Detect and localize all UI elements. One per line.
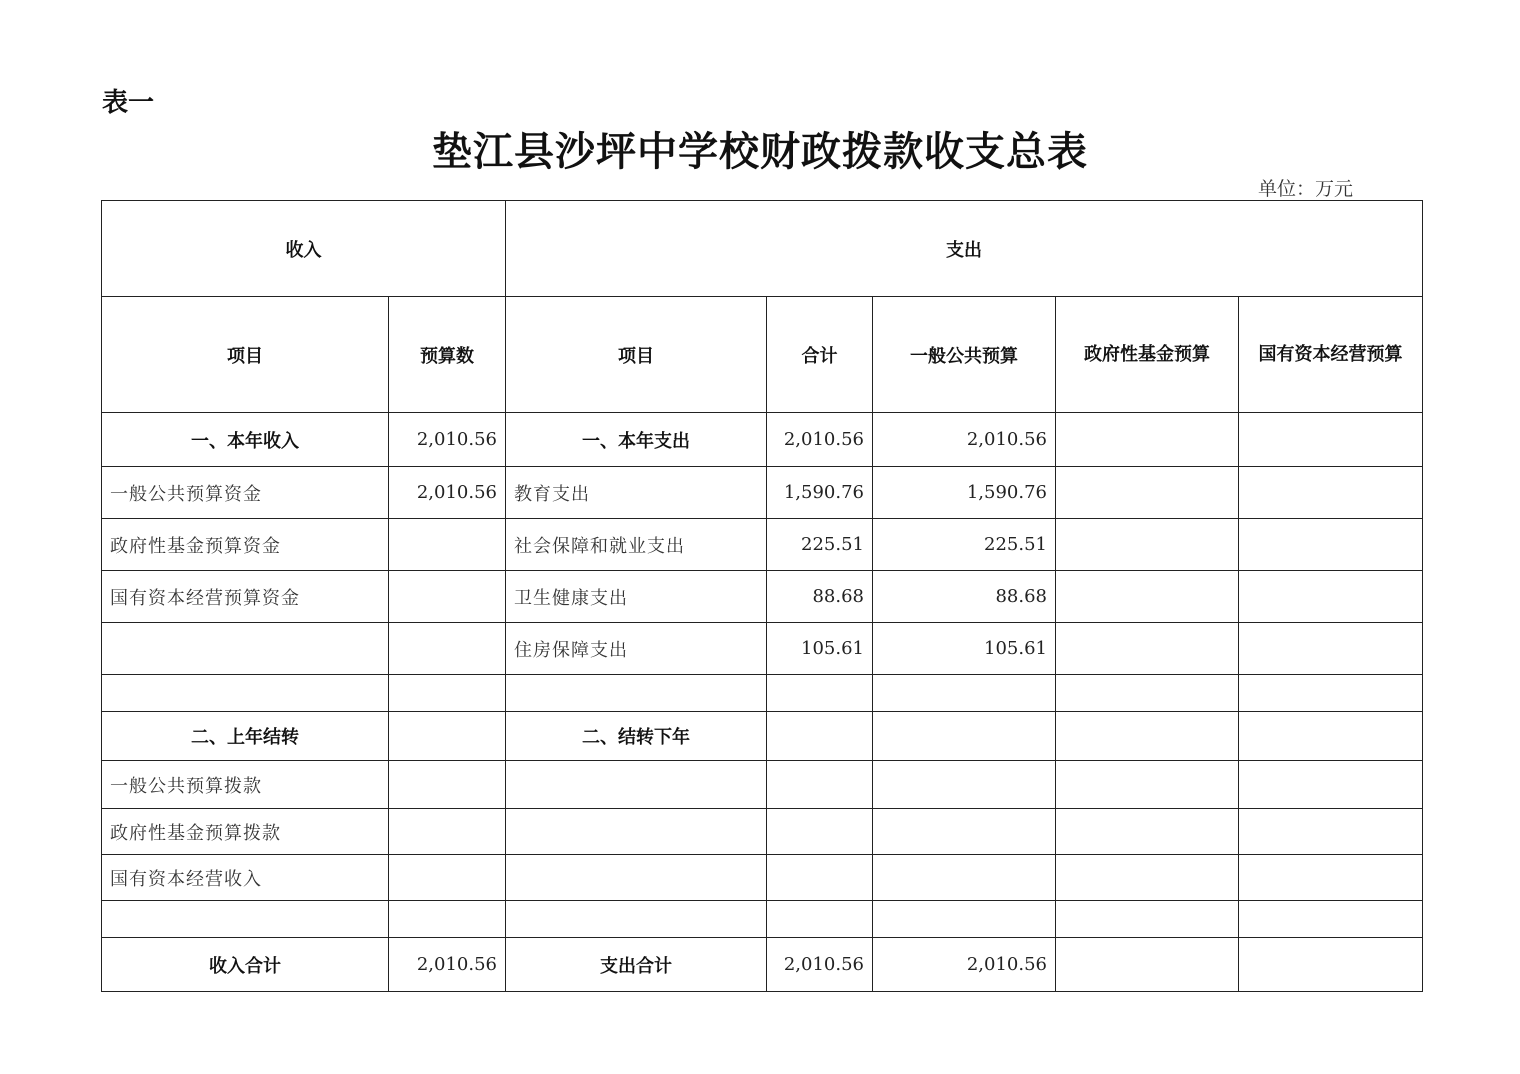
cell-total [767,675,873,712]
cell-state-capital-budget [1239,761,1423,809]
cell-total: 2,010.56 [767,938,873,992]
cell-gov-fund-budget [1056,809,1239,855]
cell-expense-item: 支出合计 [506,938,767,992]
cell-expense-item: 卫生健康支出 [506,571,767,623]
cell-state-capital-budget [1239,571,1423,623]
cell-state-capital-budget [1239,467,1423,519]
header-income-item: 项目 [102,297,389,413]
cell-general-budget: 2,010.56 [873,938,1056,992]
cell-income-item: 收入合计 [102,938,389,992]
cell-gov-fund-budget [1056,901,1239,938]
header-expense-item: 项目 [506,297,767,413]
cell-income-amount [389,901,506,938]
cell-expense-item [506,675,767,712]
header-general-budget: 一般公共预算 [873,297,1056,413]
cell-income-amount [389,761,506,809]
cell-total: 225.51 [767,519,873,571]
cell-state-capital-budget [1239,623,1423,675]
cell-income-amount [389,712,506,761]
cell-general-budget [873,761,1056,809]
cell-general-budget [873,809,1056,855]
cell-general-budget: 2,010.56 [873,413,1056,467]
cell-state-capital-budget [1239,675,1423,712]
table-row [102,623,1423,675]
table-row [102,675,1423,712]
cell-gov-fund-budget [1056,675,1239,712]
cell-general-budget [873,675,1056,712]
cell-total [767,855,873,901]
cell-gov-fund-budget [1056,761,1239,809]
table-row [102,467,1423,519]
cell-total [767,809,873,855]
cell-expense-item: 社会保障和就业支出 [506,519,767,571]
cell-state-capital-budget [1239,855,1423,901]
cell-income-item: 国有资本经营收入 [102,855,389,901]
cell-total: 88.68 [767,571,873,623]
budget-table [101,200,1423,992]
header-row-columns [102,297,1423,413]
cell-state-capital-budget [1239,901,1423,938]
cell-income-amount [389,809,506,855]
cell-state-capital-budget [1239,938,1423,992]
cell-gov-fund-budget [1056,519,1239,571]
table-row [102,809,1423,855]
cell-general-budget: 105.61 [873,623,1056,675]
cell-income-amount [389,675,506,712]
cell-expense-item [506,901,767,938]
cell-gov-fund-budget [1056,855,1239,901]
cell-total [767,761,873,809]
cell-expense-item: 一、本年支出 [506,413,767,467]
page-title: 垫江县沙坪中学校财政拨款收支总表 [432,128,1088,175]
cell-income-amount: 2,010.56 [389,413,506,467]
cell-income-item: 一、本年收入 [102,413,389,467]
table-row [102,413,1423,467]
cell-income-item: 政府性基金预算资金 [102,519,389,571]
cell-general-budget: 225.51 [873,519,1056,571]
table-label: 表一 [102,88,155,118]
cell-income-item [102,623,389,675]
header-state-capital-budget: 国有资本经营预算 [1239,297,1423,413]
cell-expense-item [506,855,767,901]
table-row [102,901,1423,938]
cell-total: 1,590.76 [767,467,873,519]
cell-expense-item: 二、结转下年 [506,712,767,761]
cell-state-capital-budget [1239,519,1423,571]
cell-total: 2,010.56 [767,413,873,467]
header-total: 合计 [767,297,873,413]
cell-general-budget: 88.68 [873,571,1056,623]
cell-gov-fund-budget [1056,938,1239,992]
cell-income-amount [389,571,506,623]
table-row [102,855,1423,901]
cell-income-item [102,901,389,938]
cell-income-item [102,675,389,712]
cell-income-amount: 2,010.56 [389,467,506,519]
cell-general-budget: 1,590.76 [873,467,1056,519]
cell-income-amount: 2,010.56 [389,938,506,992]
table-row [102,761,1423,809]
cell-gov-fund-budget [1056,623,1239,675]
table-row [102,938,1423,992]
cell-income-amount [389,519,506,571]
cell-expense-item: 教育支出 [506,467,767,519]
header-income-budget: 预算数 [389,297,506,413]
cell-state-capital-budget [1239,809,1423,855]
cell-general-budget [873,901,1056,938]
cell-income-item: 政府性基金预算拨款 [102,809,389,855]
header-expense: 支出 [506,201,1423,297]
header-row-group [102,201,1423,297]
cell-total: 105.61 [767,623,873,675]
cell-income-item: 一般公共预算资金 [102,467,389,519]
cell-state-capital-budget [1239,413,1423,467]
cell-total [767,712,873,761]
cell-total [767,901,873,938]
cell-general-budget [873,712,1056,761]
cell-expense-item [506,761,767,809]
cell-expense-item [506,809,767,855]
table-row [102,571,1423,623]
cell-income-amount [389,623,506,675]
unit-label: 单位：万元 [1258,178,1354,200]
cell-income-item: 二、上年结转 [102,712,389,761]
cell-income-amount [389,855,506,901]
cell-expense-item: 住房保障支出 [506,623,767,675]
cell-income-item: 国有资本经营预算资金 [102,571,389,623]
cell-general-budget [873,855,1056,901]
cell-gov-fund-budget [1056,467,1239,519]
cell-gov-fund-budget [1056,571,1239,623]
cell-state-capital-budget [1239,712,1423,761]
header-gov-fund-budget: 政府性基金预算 [1056,297,1239,413]
table-row [102,519,1423,571]
cell-gov-fund-budget [1056,413,1239,467]
table-row [102,712,1423,761]
table-body [102,413,1423,992]
cell-income-item: 一般公共预算拨款 [102,761,389,809]
header-income: 收入 [102,201,506,297]
cell-gov-fund-budget [1056,712,1239,761]
